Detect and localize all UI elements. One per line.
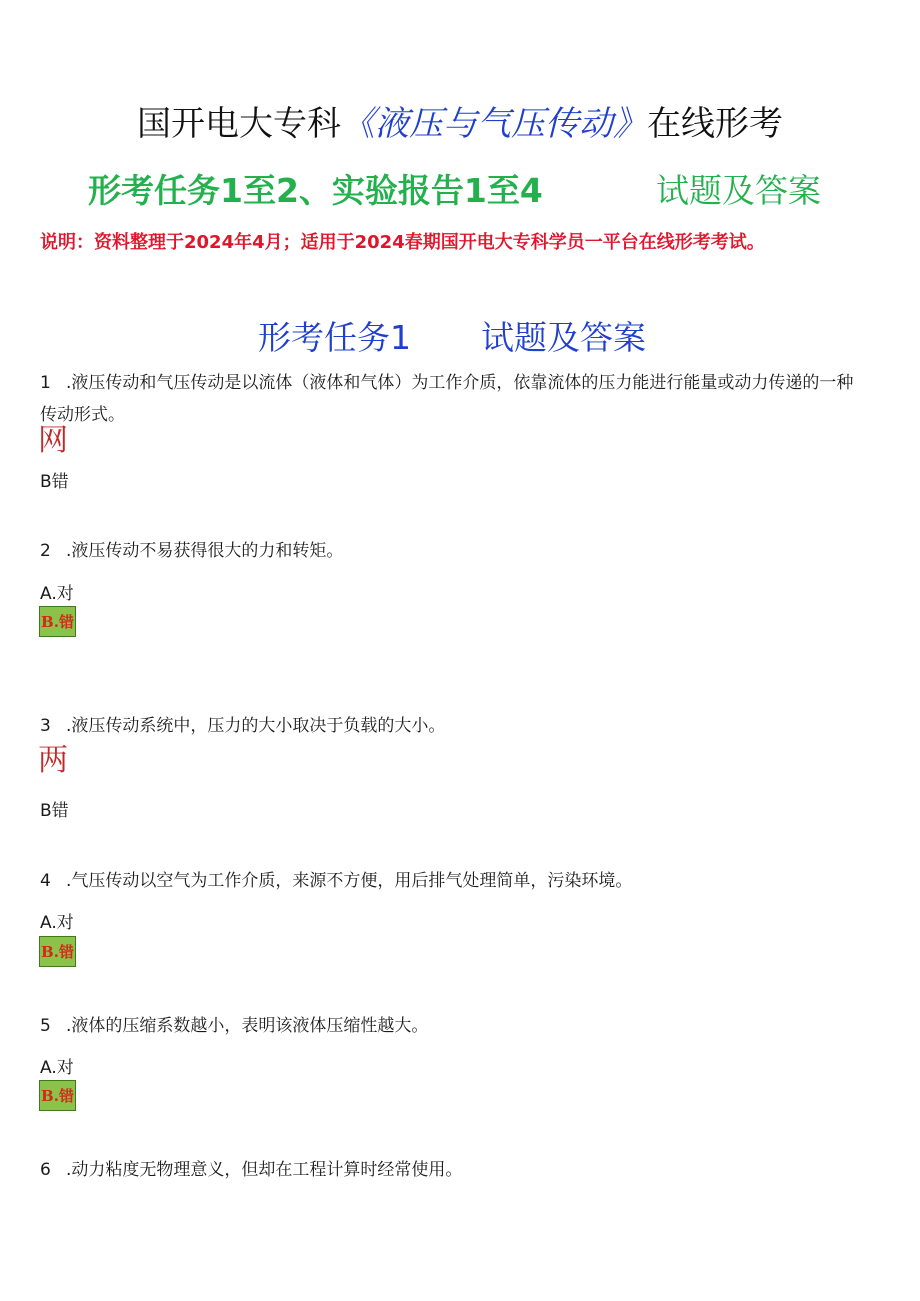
note-text: 说明：资料整理于2024年4月；适用于2024春期国开电大专科学员一平台在线形考考试。 (40, 232, 765, 253)
answer-highlight[interactable]: B.错 (39, 936, 76, 967)
question-number: 1 (40, 373, 51, 393)
subtitle-left: 形考任务1至2、实验报告1至4 (88, 171, 543, 210)
subtitle-right: 试题及答案 (656, 171, 821, 210)
question-text: .气压传动以空气为工作介质，来源不方便，用后排气处理简单，污染环境。 (66, 871, 633, 891)
question-text: .液压传动和气压传动是以流体（液体和气体）为工作介质，依靠流体的压力能进行能量或动力传递的一种传动形式。 (40, 373, 854, 425)
section-name: 形考任务1 (258, 318, 411, 357)
section-title (258, 312, 646, 359)
question-1 (40, 367, 870, 431)
question-3 (40, 711, 445, 736)
question-text: .动力粘度无物理意义，但却在工程计算时经常使用。 (66, 1160, 463, 1180)
document-title (0, 96, 920, 145)
question-6 (40, 1155, 462, 1180)
title-prefix: 国开电大专科 (137, 104, 341, 144)
question-number: 6 (40, 1160, 51, 1180)
question-number: 3 (40, 716, 51, 736)
question-2 (40, 536, 343, 561)
stamp-mark: 网 (38, 423, 68, 458)
question-text: .液体的压缩系数越小，表明该液体压缩性越大。 (66, 1016, 429, 1036)
question-4 (40, 866, 632, 891)
question-number: 2 (40, 541, 51, 561)
option-b[interactable]: B错 (40, 801, 69, 821)
title-suffix: 在线形考 (647, 104, 783, 144)
answer-highlight[interactable]: B.错 (39, 606, 76, 637)
option-a[interactable]: A.对 (40, 584, 74, 604)
question-text: .液压传动系统中，压力的大小取决于负载的大小。 (66, 716, 446, 736)
question-5 (40, 1011, 428, 1036)
question-number: 5 (40, 1016, 51, 1036)
stamp-mark: 两 (38, 743, 68, 778)
question-text: .液压传动不易获得很大的力和转矩。 (66, 541, 344, 561)
title-course: 《液压与气压传动》 (341, 104, 647, 144)
answer-highlight[interactable]: B.错 (39, 1080, 76, 1111)
question-number: 4 (40, 871, 51, 891)
section-tail: 试题及答案 (481, 318, 646, 357)
option-a[interactable]: A.对 (40, 913, 74, 933)
option-b[interactable]: B错 (40, 472, 69, 492)
option-a[interactable]: A.对 (40, 1058, 74, 1078)
